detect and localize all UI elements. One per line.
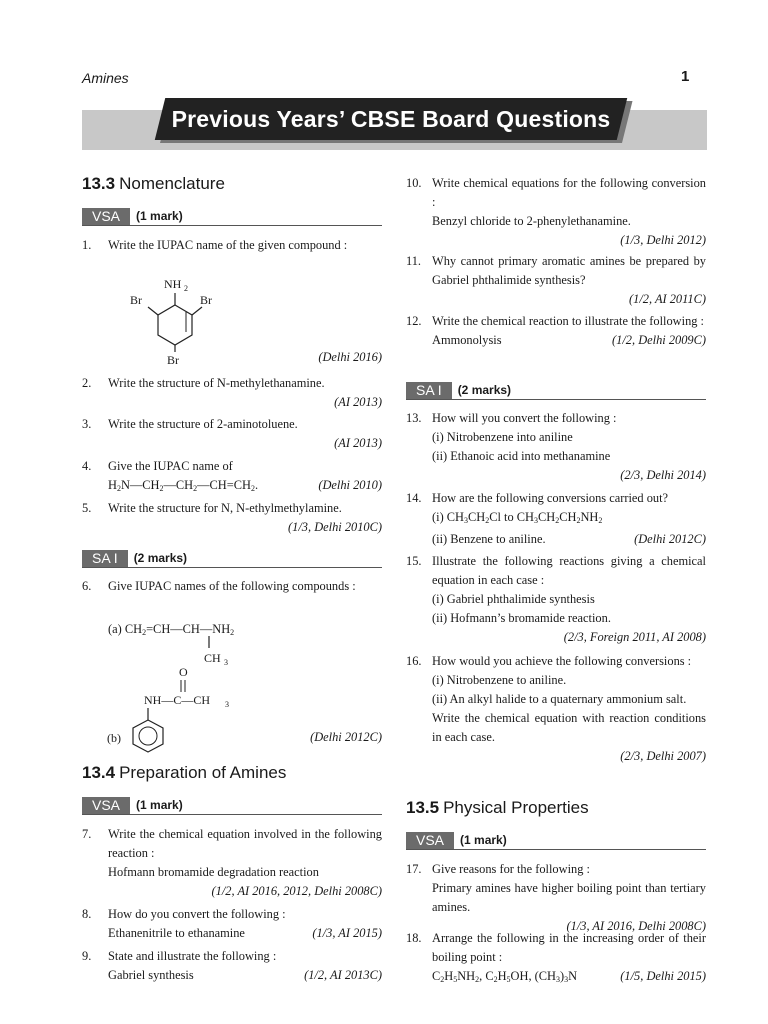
svg-text:NH: NH (164, 277, 182, 291)
question-7: 7. Write the chemical equation involved in the following reaction : Hofmann bromamide degradation reaction (1/2, AI 2016, 2012, Delhi 2008C) (82, 827, 382, 898)
question-3: 3. Write the structure of 2-aminotoluene. (AI 2013) (82, 417, 382, 450)
question-10: 10. Write chemical equations for the following conversion : Benzyl chloride to 2-phenylethanamine. (1/3, Delhi 2012) (406, 176, 706, 247)
question-17: 17. Give reasons for the following : Primary amines have higher boiling point than tertiary amines. (1/3, AI 2016, Delhi 2008C) (406, 862, 706, 933)
svg-text:Br: Br (200, 293, 212, 307)
question-16: 16. How would you achieve the following conversions : (i) Nitrobenzene to aniline. (ii) An alkyl halide to a quaternary ammonium salt. Write the chemical equation with reaction conditions in each case. (2/3, Delhi 2007) (406, 654, 706, 763)
question-9: 9. State and illustrate the following : Gabriel synthesis (1/2, AI 2013C) (82, 949, 382, 982)
question-14: 14. How are the following conversions carried out? (i) $CH_3CH_2Cl$ to $CH_3CH_2CH_2NH_2$ (ii) Benzene to aniline. (Delhi 2012C) (406, 491, 706, 546)
question-6: 6. Give IUPAC names of the following compounds : (82, 579, 356, 593)
q6-source: (Delhi 2012C) (310, 730, 382, 744)
svg-text:2: 2 (184, 284, 188, 293)
question-8: 8. How do you convert the following : Ethanenitrile to ethanamine (1/3, AI 2015) (82, 907, 382, 940)
svg-text:Br: Br (130, 293, 142, 307)
acetanilide-structure (104, 662, 264, 754)
q6-part-a: (a) $CH_2=CH—CH—NH_2$ (108, 622, 235, 637)
svg-text:O: O (179, 665, 188, 679)
svg-text:CH: CH (204, 651, 221, 665)
question-15: 15. Illustrate the following reactions giving a chemical equation in each case : (i) Gabriel phthalimide synthesis (ii) Hofmann’s bromamide reaction. (2/3, Foreign 2011, AI 2008) (406, 554, 706, 644)
question-13: 13. How will you convert the following : (i) Nitrobenzene into aniline (ii) Ethanoic acid into methanamine (2/3, Delhi 2014) (406, 411, 706, 482)
page-number: 1 (681, 68, 690, 85)
sa1-bar-right: SA I (2 marks) (406, 382, 706, 400)
banner (155, 98, 627, 140)
vsa-bar-right: VSA (1 mark) (406, 832, 706, 850)
question-12: 12. Write the chemical reaction to illustrate the following : Ammonolysis (1/2, Delhi 2009C) (406, 314, 706, 347)
svg-text:3: 3 (225, 700, 229, 709)
sa1-bar: SA I (2 marks) (82, 550, 382, 568)
svg-text:(b): (b) (107, 731, 121, 745)
q1-source: (Delhi 2016) (318, 350, 382, 364)
svg-text:3: 3 (224, 658, 228, 666)
svg-text:NH—C—CH: NH—C—CH (144, 693, 211, 707)
vsa-bar: VSA (1 mark) (82, 208, 382, 226)
section-13-3: 13.3 Nomenclature (82, 174, 225, 193)
svg-text:Br: Br (167, 353, 179, 367)
question-18: 18. Arrange the following in the increasing order of their boiling point : $C_2H_5NH_2$, $C_2H_5OH$, $(CH_3)_3N$ (1/5, Delhi 2015) (406, 931, 706, 984)
question-11: 11. Why cannot primary aromatic amines be prepared by Gabriel phthalimide synthesis? (1/2, AI 2011C) (406, 254, 706, 306)
question-2: 2. Write the structure of N-methylethanamine. (AI 2013) (82, 376, 382, 409)
section-13-4: 13.4 Preparation of Amines (82, 763, 287, 782)
section-13-5: 13.5 Physical Properties (406, 798, 589, 817)
question-4: 4. Give the IUPAC name of $H_2N—CH_2—CH_2—CH=CH_2$. (Delhi 2010) (82, 459, 382, 493)
banner-title: Previous Years’ CBSE Board Questions (171, 106, 611, 132)
question-5: 5. Write the structure for N, N-ethylmethylamine. (1/3, Delhi 2010C) (82, 501, 382, 534)
chapter-title: Amines (82, 70, 129, 86)
question-1: 1. Write the IUPAC name of the given compound : (82, 238, 348, 252)
vsa-bar-2: VSA (1 mark) (82, 797, 382, 815)
